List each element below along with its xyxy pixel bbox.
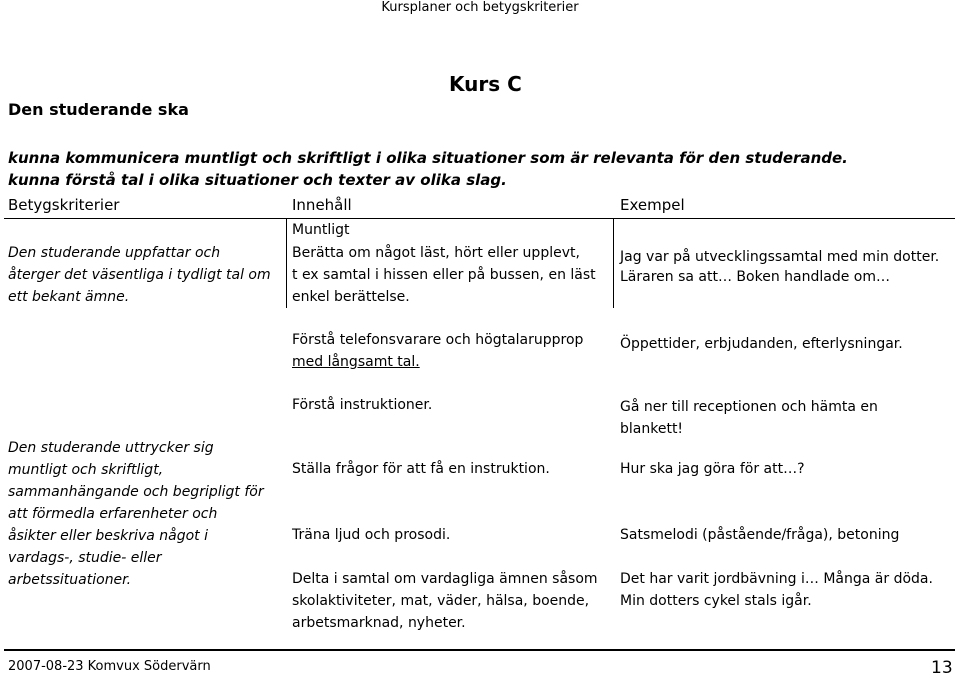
content-2-line-2: med långsamt tal. xyxy=(292,354,420,370)
content-6-line-1: Delta i samtal om vardagliga ämnen såsom xyxy=(292,571,598,587)
example-5-line-1: Satsmelodi (påstående/fråga), betoning xyxy=(620,527,900,543)
content-3-line-1: Förstå instruktioner. xyxy=(292,397,433,413)
course-title: Kurs C xyxy=(449,72,522,96)
example-3-line-2: blankett! xyxy=(620,421,684,437)
column-divider-left xyxy=(286,218,287,308)
content-1-line-2: t ex samtal i hissen eller på bussen, en läst xyxy=(292,267,596,283)
page-number: 13 xyxy=(931,658,953,678)
criteria-2-line-4: att förmedla erfarenheter och xyxy=(8,506,218,522)
running-header-title: Kursplaner och betygskriterier xyxy=(381,0,579,15)
column-divider-right xyxy=(613,218,614,308)
example-4-line-1: Hur ska jag göra för att…? xyxy=(620,461,805,477)
column-header-content: Innehåll xyxy=(292,196,352,214)
column-header-criteria: Betygskriterier xyxy=(8,196,120,214)
example-6-line-1: Det har varit jordbävning i… Många är döda. xyxy=(620,571,933,587)
criteria-1-line-3: ett bekant ämne. xyxy=(8,289,130,305)
criteria-2-line-2: muntligt och skriftligt, xyxy=(8,462,164,478)
table-top-rule xyxy=(4,218,955,219)
content-6-line-2: skolaktiviteter, mat, väder, hälsa, boende, xyxy=(292,593,590,609)
content-6-line-3: arbetsmarknad, nyheter. xyxy=(292,615,466,631)
criteria-2-line-1: Den studerande uttrycker sig xyxy=(8,440,214,456)
content-1-line-3: enkel berättelse. xyxy=(292,289,410,305)
goal-1: kunna kommunicera muntligt och skriftligt i olika situationer som är relevanta för den studerande. xyxy=(8,149,848,167)
content-2-line-1: Förstå telefonsvarare och högtalarupprop xyxy=(292,332,584,348)
criteria-2-line-7: arbetssituationer. xyxy=(8,572,132,588)
footer-rule xyxy=(4,649,955,651)
criteria-2-line-5: åsikter eller beskriva något i xyxy=(8,528,208,544)
criteria-1-line-1: Den studerande uppfattar och xyxy=(8,245,221,261)
example-6-line-2: Min dotters cykel stals igår. xyxy=(620,593,812,609)
example-3-line-1: Gå ner till receptionen och hämta en xyxy=(620,399,878,415)
criteria-2-line-3: sammanhängande och begripligt för xyxy=(8,484,264,500)
content-4-line-1: Ställa frågor för att få en instruktion. xyxy=(292,461,550,477)
example-1-line-2: Läraren sa att… Boken handlade om… xyxy=(620,269,890,285)
content-1-line-1: Berätta om något läst, hört eller upplevt, xyxy=(292,245,580,261)
criteria-1-line-2: återger det väsentliga i tydligt tal om xyxy=(8,267,271,283)
example-1-line-1: Jag var på utvecklingssamtal med min dotter. xyxy=(620,249,940,265)
intro-heading: Den studerande ska xyxy=(8,100,189,119)
footer-date-author: 2007-08-23 Komvux Södervärn xyxy=(8,659,211,674)
example-2-line-1: Öppettider, erbjudanden, efterlysningar. xyxy=(620,336,903,352)
content-5-line-1: Träna ljud och prosodi. xyxy=(292,527,451,543)
goal-2: kunna förstå tal i olika situationer och texter av olika slag. xyxy=(8,171,507,189)
content-subheading: Muntligt xyxy=(292,222,350,238)
column-header-examples: Exempel xyxy=(620,196,685,214)
criteria-2-line-6: vardags-, studie- eller xyxy=(8,550,162,566)
